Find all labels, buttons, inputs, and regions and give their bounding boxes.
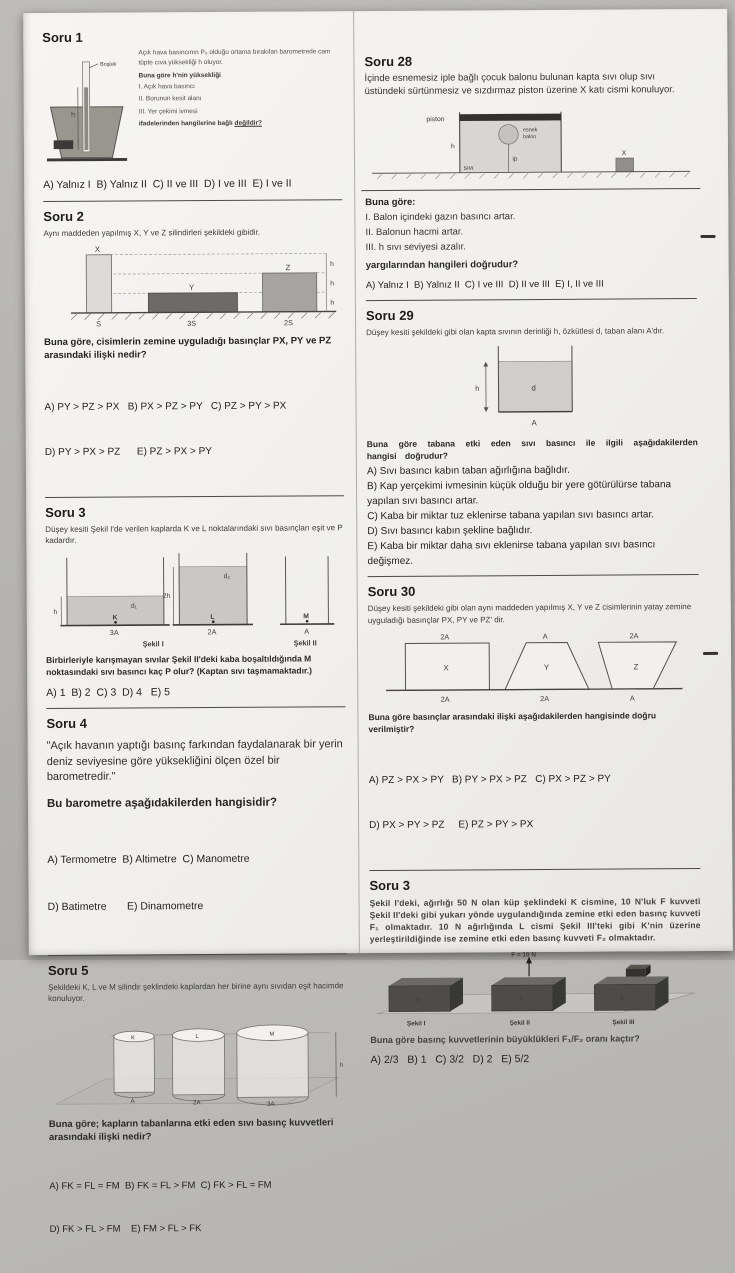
bosluk-pointer (89, 64, 98, 68)
q2-options-line2: D) PY > PX > PZ E) PZ > PX > PY (45, 443, 344, 460)
q28-item-3: III. h sıvı seviyesi azalır. (366, 240, 697, 255)
q1-barometer-diagram (42, 55, 131, 172)
point-m (306, 620, 309, 623)
q3b-l-label: L (633, 971, 637, 977)
question-29-title: Soru 29 (366, 306, 697, 323)
q28-item-1: I. Balon içindeki gazın basıncı artar. (365, 210, 696, 225)
question-3-intro: Düşey kesiti Şekil I'de verilen kaplarda K ve L noktalarındaki sıvı basınçları eşit ve P kadardır. (45, 522, 344, 546)
question-30 (368, 582, 701, 870)
q3-a-label: A (304, 627, 309, 636)
q1-civa-label: Cıva (56, 143, 67, 149)
q5-options-line2: D) FK > FL > FM E) FM > FL > FK (50, 1221, 349, 1237)
q30-options-line1: A) PZ > PX > PY B) PY > PX > PZ C) PX > PZ > PY (369, 771, 700, 788)
question-3b-title: Soru 3 (369, 876, 700, 893)
front-face (594, 984, 655, 1010)
piston-bar (459, 113, 561, 120)
question-3-options: A) 1 B) 2 C) 3 D) 4 E) 5 (46, 684, 345, 702)
question-5-options (49, 1150, 349, 1266)
cylinder-l (172, 1029, 224, 1101)
q2-s-label: S (96, 319, 101, 328)
question-28-lead: Buna göre: (365, 195, 696, 210)
q1-stem-underlined: değildir? (235, 120, 262, 127)
q3b-cube-blocks-diagram (372, 948, 698, 1030)
q5-cylindrical-vessels-diagram (49, 1006, 348, 1114)
q30-top1-label: 2A (440, 632, 449, 641)
q3-h-label: h (54, 609, 58, 616)
q3-m-label: M (303, 613, 309, 620)
q29-option-a: A) Sıvı basıncı kabın taban ağırlığına bağlıdır. (367, 462, 698, 479)
q2-cylinders-diagram (44, 241, 345, 333)
q5-k-label: K (131, 1035, 135, 1041)
q28-item-2: II. Balonun hacmi artar. (365, 225, 696, 240)
q1-item-3: III. Yer çekimi ivmesi (139, 106, 342, 118)
q3b-fig1-caption: Şekil I (406, 1020, 425, 1027)
question-28-options: A) Yalnız I B) Yalnız II C) I ve III D) II ve III E) I, II ve III (366, 277, 697, 293)
q3b-k3-label: K (620, 996, 624, 1002)
vessel-bottom (60, 625, 169, 626)
question-5-intro: Şekildeki K, L ve M silindir şeklindeki kaplardan her birine aynı sıvıdan eşit hacimde konuluyor. (48, 980, 347, 1004)
q28-x-label: X (621, 150, 626, 157)
margin-tick-mark-1 (700, 235, 715, 238)
q5-m-label: M (269, 1032, 274, 1038)
q28-ip-label: ip (512, 155, 517, 162)
body (113, 1036, 154, 1092)
question-2 (43, 207, 344, 498)
right-column (354, 9, 715, 953)
x-block (615, 158, 633, 172)
question-28-items (365, 210, 696, 254)
q1-stem-pre: ifadelerinden hangilerine bağlı (139, 120, 235, 128)
question-2-options (44, 368, 344, 490)
question-2-intro: Aynı maddeden yapılmış X, Y ve Z silindirleri şekildeki gibidir. (43, 226, 342, 239)
question-29-intro: Düşey kesiti şekildeki gibi olan kapta sıvının derinliği h, özkütlesi d, taban alanı A'dır. (366, 325, 697, 338)
two-column-layout (23, 9, 733, 955)
q2-z-label: Z (286, 263, 291, 272)
q30-top2-label: A (542, 631, 547, 640)
q3-fig1-caption: Şekil I (143, 639, 164, 648)
q3-d2-label: d₂ (224, 573, 231, 580)
question-3b-options: A) 2/3 B) 1 C) 3/2 D) 2 E) 5/2 (370, 1051, 701, 1069)
q3-3a-label: 3A (110, 628, 119, 637)
q3-fig2-caption: Şekil II (294, 638, 317, 647)
cylinder-m (236, 1025, 308, 1105)
q1-bosluk-label: Boşluk (100, 62, 116, 68)
question-3-title: Soru 3 (45, 503, 344, 520)
question-5-stem: Buna göre; kapların tabanlarına etki eden sıvı basınç kuvvetleri arasındaki ilişki nedir? (49, 1116, 348, 1144)
balloon (498, 124, 518, 144)
q30-blocks-diagram (375, 628, 691, 708)
question-30-options (369, 741, 701, 863)
q30-top3-label: 2A (629, 631, 638, 640)
margin-tick-mark-2 (703, 652, 718, 655)
question-30-title: Soru 30 (368, 582, 699, 599)
question-3-stem: Birbirleriyle karışmayan sıvılar Şekil II'deki kaba boşaltıldığında M noktasındaki sıvı basıncı kaç P olur? (Kaptan sıvı taşmamaktadır.) (46, 653, 345, 679)
q28-divider (361, 188, 700, 191)
question-1 (42, 28, 342, 202)
q3-k-label: K (113, 614, 118, 621)
q29-option-b: B) Kap yerçekimi ivmesinin küçük olduğu bir yere götürülürse tabana yapılan sıvı basıncı artar. (367, 477, 698, 509)
q3b-k2-label: K (519, 997, 523, 1003)
cylinder-z (262, 273, 316, 312)
q29-a-label: A (531, 418, 537, 427)
question-28 (364, 52, 697, 301)
question-29-stem: Buna göre tabana etki eden sıvı basıncı ile ilgili aşağıdakilerden hangisi doğrudur? (367, 437, 698, 463)
q1-h-label: h (71, 112, 75, 119)
q30-y-label: Y (543, 663, 549, 672)
q2-2s-label: 2S (284, 318, 293, 327)
q2-h1-label: h (330, 261, 334, 268)
question-3b-intro: Şekil I'deki, ağırlığı 50 N olan küp şeklindeki K cismine, 10 N'luk F kuvveti Şekil II'deki gibi yukarı yönde uygulandığında zemine etki eden basınç kuvveti F₁ olmaktadır. 10 N ağırlığında L cismi Şekil III'teki gibi K'nin üzerine yerleştirildiğinde ise zemine etki eden basınç kuvveti F₂ olmaktadır. (370, 895, 701, 946)
q3b-k1-label: K (416, 997, 420, 1003)
q3b-fig2-caption: Şekil II (509, 1019, 530, 1026)
cylinder-y (148, 293, 237, 313)
question-1-lead: Buna göre h'nin yüksekliği (138, 71, 341, 79)
q2-options-line1: A) PY > PZ > PX B) PX > PZ > PY C) PZ > PY > PX (44, 398, 343, 415)
cylinder-k (113, 1031, 154, 1098)
block-shekil1 (388, 977, 462, 1011)
body (172, 1035, 224, 1095)
block-shekil3 (594, 964, 668, 1010)
q5-h-label: h (339, 1062, 343, 1069)
q5-a-label: A (130, 1098, 135, 1105)
q29-option-e: E) Kaba bir miktar daha sıvı eklenirse tabana yapılan sıvı basıncı değişmez. (367, 537, 698, 569)
question-28-title: Soru 28 (364, 52, 695, 69)
q2-y-label: Y (189, 283, 194, 292)
q3b-force-label: F = 10 N (511, 951, 536, 958)
q5-3a-label: 3A (267, 1101, 276, 1108)
body (236, 1033, 308, 1098)
q2-x-label: X (95, 245, 100, 254)
q28-piston-label: piston (426, 116, 444, 123)
q28-sivi-label: sıvı (463, 164, 473, 171)
exam-paper-sheet (23, 9, 733, 955)
question-4-title: Soru 4 (46, 715, 345, 732)
q1-item-2: II. Borunun kesit alanı (139, 93, 342, 105)
q3-2h-label: 2h (163, 593, 171, 600)
q30-bot3-label: A (629, 693, 634, 702)
left-column (23, 11, 360, 955)
question-28-intro: İçinde esnemesiz iple bağlı çocuk balonu bulunan kapta sıvı olup sıvı üstündeki sürtünmesiz ve sızdırmaz piston üzerine X katı cismi konuluyor. (365, 71, 696, 99)
q4-options-line2: D) Batimetre E) Dinamometre (48, 899, 347, 917)
question-1-intro: Açık hava basıncının P₀ olduğu ortama bırakılan barometrede cam tüpte cıva yüksekliği h oluyor. (138, 47, 341, 69)
mercury-in-tube (84, 87, 88, 150)
question-30-intro: Düşey kesiti şekildeki gibi olan aynı maddeden yapılmış X, Y ve Z cisimlerinin yatay zemine uyguladığı basınçlar PX, PY ve PZ' dir. (368, 601, 699, 625)
q30-x-label: X (443, 663, 449, 672)
q3-l-label: L (210, 614, 214, 621)
q3-d1-label: d₁ (131, 603, 138, 610)
question-30-stem: Buna göre basınçlar arasındaki ilişki aşağıdakilerden hangisinde doğru verilmiştir? (368, 710, 699, 736)
question-4-stem: Bu barometre aşağıdakilerden hangisidir? (47, 794, 346, 812)
q5-options-line1: A) FK = FL = FM B) FK = FL > FM C) FK > FL = FM (49, 1178, 348, 1194)
question-2-title: Soru 2 (43, 207, 342, 224)
q2-ground-hatch (71, 312, 334, 319)
q28-balon-label-2: balon (523, 134, 536, 140)
q3-vessels-diagram (45, 548, 346, 651)
question-1-title: Soru 1 (42, 28, 341, 45)
q29-d-label: d (531, 383, 535, 392)
question-5 (48, 961, 349, 1273)
q30-bot1-label: 2A (440, 694, 449, 703)
q28-piston-vessel-diagram (367, 101, 693, 183)
q2-3s-label: 3S (187, 319, 196, 328)
q30-bot2-label: 2A (540, 694, 549, 703)
q30-z-label: Z (633, 662, 638, 671)
q28-balon-label-1: esnek (523, 127, 538, 133)
dash-3h (86, 253, 326, 254)
q1-item-1: I. Açık hava basıncı (139, 81, 342, 93)
question-29 (366, 306, 699, 577)
q30-options-line2: D) PX > PY > PZ E) PZ > PY > PX (369, 816, 700, 833)
question-1-stem (139, 119, 342, 127)
question-5-title: Soru 5 (48, 961, 347, 978)
question-3b (369, 876, 701, 1077)
block-shekil2 (491, 951, 565, 1011)
question-29-options (367, 462, 699, 569)
q28-h-label: h (450, 143, 454, 150)
q2-h2-label: h (330, 280, 334, 287)
q29-option-d: D) Sıvı basıncı kabın şekline bağlıdır. (367, 522, 698, 539)
point-k (114, 621, 117, 624)
question-3 (45, 503, 345, 710)
question-28-stem: yargılarından hangileri doğrudur? (366, 257, 697, 272)
question-3b-stem: Buna göre basınç kuvvetlerinin büyüklükleri F₁/F₂ oranı kaçtır? (370, 1032, 701, 1047)
point-l (212, 620, 215, 623)
q3b-fig3-caption: Şekil III (612, 1019, 634, 1026)
question-1-options: A) Yalnız I B) Yalnız II C) II ve III D) I ve III E) I ve II (43, 176, 342, 194)
q4-options-line1: A) Termometre B) Altimetre C) Manometre (47, 851, 346, 869)
question-2-stem: Buna göre, cisimlerin zemine uyguladığı basınçlar PX, PY ve PZ arasındaki ilişki nedir? (44, 335, 343, 362)
cylinder-x (86, 255, 112, 313)
question-4-intro: "Açık havanın yaptığı basınç farkından faydalanarak bir yerin deniz seviyesine göre yüksekliğini ölçen özel bir barometredir." (47, 738, 346, 786)
q29-h-label: h (475, 383, 479, 392)
question-1-items (139, 81, 342, 117)
q29-option-c: C) Kaba bir miktar tuz eklenirse tabana yapılan sıvı basıncı artar. (367, 507, 698, 524)
q5-2a-label: 2A (193, 1099, 202, 1106)
q3-2a-label: 2A (207, 627, 216, 636)
question-4-options (47, 820, 347, 948)
q2-h3-label: h (330, 300, 334, 307)
q29-liquid-vessel-diagram (457, 341, 608, 434)
q5-l-label: L (195, 1034, 198, 1040)
question-4 (46, 715, 346, 956)
